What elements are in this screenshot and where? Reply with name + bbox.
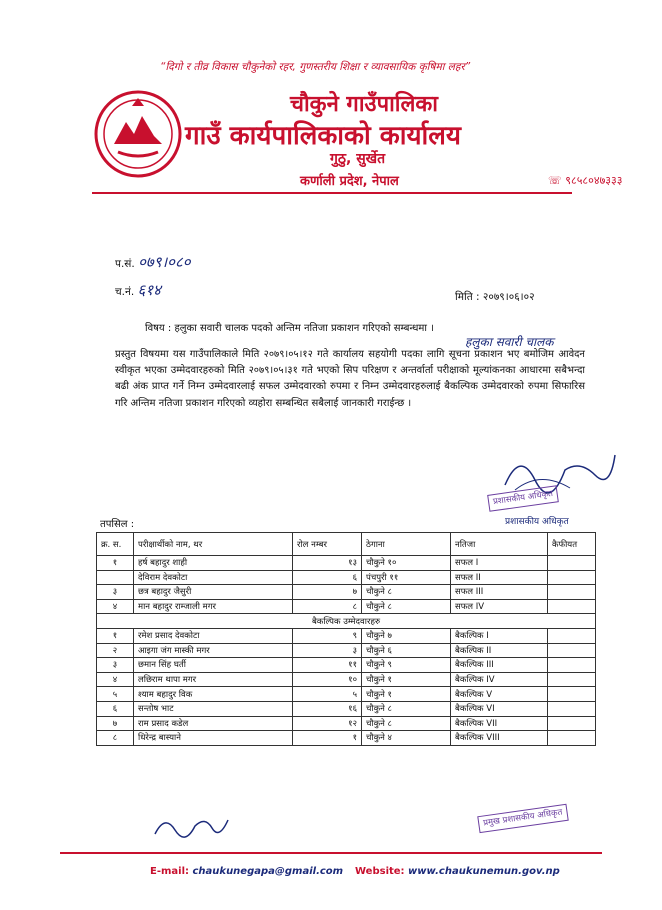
cell-result: बैकल्पिक II: [451, 643, 548, 658]
table-row: [97, 731, 596, 746]
col-remarks: कैफीयत: [548, 533, 596, 556]
cell-result: बैकल्पिक III: [451, 658, 548, 673]
cell-sn: ४: [97, 599, 134, 614]
phone-number: ☏ ९८५८०४७३३३: [548, 174, 623, 187]
cell-roll: ६: [293, 570, 362, 585]
cell-name: सन्तोष भाट: [134, 701, 293, 716]
email-link[interactable]: chaukunegapa@gmail.com: [192, 866, 344, 877]
cell-address: चौकुने १: [362, 672, 451, 687]
col-result: नतिजा: [451, 533, 548, 556]
cell-address: चौकुने १: [362, 687, 451, 702]
cell-name: धिरेन्द्र बास्याने: [134, 731, 293, 746]
email-label: E-mail:: [150, 866, 190, 877]
officer-stamp-top: प्रशासकीय अधिकृत: [487, 485, 559, 512]
cell-name: रमेश प्रसाद देवकोटा: [134, 628, 293, 643]
col-roll: रोल नम्बर: [293, 533, 362, 556]
cell-remarks: [548, 701, 596, 716]
table-row: [97, 643, 596, 658]
dispatch-number: [115, 280, 161, 300]
table-row: [97, 599, 596, 614]
dispatch-value: ६१४: [137, 281, 161, 299]
dispatch-label: च.नं.: [115, 286, 135, 298]
signatory-title: प्रशासकीय अधिकृत: [505, 517, 569, 527]
cell-sn: ७: [97, 716, 134, 731]
cell-remarks: [548, 556, 596, 571]
col-sn: क्र. स.: [97, 533, 134, 556]
cell-result: बैकल्पिक V: [451, 687, 548, 702]
cell-remarks: [548, 585, 596, 600]
website-link[interactable]: www.chaukunemun.gov.np: [408, 866, 560, 877]
cell-name: श्याम बहादुर विक: [134, 687, 293, 702]
cell-sn: २: [97, 643, 134, 658]
cell-sn: १: [97, 556, 134, 571]
cell-result: सफल I: [451, 556, 548, 571]
cell-remarks: [548, 570, 596, 585]
cell-name: आइगा जंग मास्की मगर: [134, 643, 293, 658]
cell-roll: १०: [293, 672, 362, 687]
table-row: [97, 585, 596, 600]
cell-address: चौकुने ८: [362, 701, 451, 716]
cell-roll: १३: [293, 556, 362, 571]
officer-stamp-bottom: प्रमुख प्रशासकीय अधिकृत: [477, 804, 568, 833]
cell-name: राम प्रसाद कडेल: [134, 716, 293, 731]
handwritten-correction: हलुका सवारी चालक: [465, 335, 554, 349]
reference-number: [115, 252, 191, 272]
nepal-emblem-icon: [92, 86, 184, 182]
cell-remarks: [548, 658, 596, 673]
office-name: चौकुने गाउँपालिका: [290, 92, 438, 117]
table-row: [97, 570, 596, 585]
website-label: Website:: [355, 866, 405, 877]
cell-roll: ११: [293, 658, 362, 673]
cell-sn: ८: [97, 731, 134, 746]
cell-remarks: [548, 628, 596, 643]
results-table: [96, 532, 596, 746]
cell-name: हर्ष बहादुर शाही: [134, 556, 293, 571]
cell-sn: ५: [97, 687, 134, 702]
cell-roll: १२: [293, 716, 362, 731]
cell-roll: ५: [293, 687, 362, 702]
cell-roll: १६: [293, 701, 362, 716]
annex-label: तपसिल :: [100, 519, 135, 530]
cell-result: सफल IV: [451, 599, 548, 614]
cell-result: बैकल्पिक IV: [451, 672, 548, 687]
cell-remarks: [548, 643, 596, 658]
cell-name: छत्र बहादुर जैसुरी: [134, 585, 293, 600]
cell-remarks: [548, 731, 596, 746]
reference-label: प.सं.: [115, 258, 135, 270]
table-row: [97, 628, 596, 643]
cell-result: बैकल्पिक I: [451, 628, 548, 643]
cell-name: मान बहादुर राम्जाली मगर: [134, 599, 293, 614]
cell-roll: १: [293, 731, 362, 746]
cell-result: सफल II: [451, 570, 548, 585]
table-row: [97, 658, 596, 673]
cell-name: लछिराम थापा मगर: [134, 672, 293, 687]
cell-result: बैकल्पिक VIII: [451, 731, 548, 746]
cell-address: चौकुने ८: [362, 716, 451, 731]
header-divider: [92, 192, 572, 194]
table-header-row: [97, 533, 596, 556]
alternate-heading-row: [97, 614, 596, 629]
cell-name: छमान सिंह घर्ती: [134, 658, 293, 673]
cell-roll: ७: [293, 585, 362, 600]
letter-body: प्रस्तुत विषयमा यस गाउँपालिकाले मिति २०७९।०५।१२ गते कार्यालय सहयोगी पदका लागि सूचना प्रकाशन भए बमोजिम आवेदन स्वीकृत भएका उम्मेदवारहरुको मिति २०७९।०५।३१ गते भएको सिप परिक्षण र अन्तर्वार्ता परीक्षाको मूल्यांकनका आधारमा सबैभन्दा बढी अंक प्राप्त गर्ने निम्न उम्मेदवारलाई सफल उम्मेदवारको रुपमा र निम्न उम्मेदवारहरुलाई बैकल्पिक उम्मेदवारको रुपमा सिफारिस गरि अन्तिम नतिजा प्रकाशन गरिएको व्यहोरा सम्बन्धित सबैलाई जानकारी गराईन्छ ।: [115, 349, 585, 409]
letter-subject: विषय : हलुका सवारी चालक पदको अन्तिम नतिजा प्रकाशन गरिएको सम्बन्धमा ।: [145, 323, 434, 334]
col-address: ठेगाना: [362, 533, 451, 556]
office-province: कर्णाली प्रदेश, नेपाल: [300, 174, 399, 189]
cell-address: पंचपुरी ११: [362, 570, 451, 585]
cell-sn: १: [97, 628, 134, 643]
cell-roll: ८: [293, 599, 362, 614]
cell-remarks: [548, 672, 596, 687]
cell-remarks: [548, 687, 596, 702]
cell-remarks: [548, 599, 596, 614]
table-row: [97, 556, 596, 571]
reference-value: ०७९।०८०: [138, 253, 191, 271]
cell-roll: ९: [293, 628, 362, 643]
table-row: [97, 687, 596, 702]
cell-address: चौकुने ८: [362, 585, 451, 600]
slogan: “दिगो र तीव्र विकास चौकुनेको रहर, गुणस्तरीय शिक्षा र व्यावसायिक कृषिमा लहर”: [160, 61, 471, 73]
cell-sn: [97, 570, 134, 585]
cell-address: चौकुने ६: [362, 643, 451, 658]
cell-address: चौकुने ४: [362, 731, 451, 746]
cell-sn: ६: [97, 701, 134, 716]
cell-address: चौकुने ८: [362, 599, 451, 614]
cell-name: देविराम देवकोटा: [134, 570, 293, 585]
office-title: गाउँ कार्यपालिकाको कार्यालय: [185, 121, 461, 151]
cell-sn: ३: [97, 658, 134, 673]
cell-result: सफल III: [451, 585, 548, 600]
table-row: [97, 672, 596, 687]
footer-divider: [60, 852, 602, 854]
bottom-signature-icon: [150, 808, 230, 842]
cell-address: चौकुने ७: [362, 628, 451, 643]
letter-date: मिति : २०७९।०६।०२: [455, 291, 535, 303]
table-row: [97, 716, 596, 731]
cell-result: बैकल्पिक VI: [451, 701, 548, 716]
cell-result: बैकल्पिक VII: [451, 716, 548, 731]
cell-sn: ४: [97, 672, 134, 687]
office-location: गुठु, सुर्खेत: [330, 151, 386, 167]
cell-remarks: [548, 716, 596, 731]
cell-sn: ३: [97, 585, 134, 600]
footer-email: [150, 866, 343, 877]
cell-address: चौकुने १०: [362, 556, 451, 571]
alternate-heading: बैकल्पिक उम्मेदवारहरु: [97, 614, 596, 629]
col-name: परीक्षार्थीको नाम, थर: [134, 533, 293, 556]
cell-address: चौकुने ९: [362, 658, 451, 673]
footer-website: [355, 866, 560, 877]
cell-roll: ३: [293, 643, 362, 658]
table-row: [97, 701, 596, 716]
